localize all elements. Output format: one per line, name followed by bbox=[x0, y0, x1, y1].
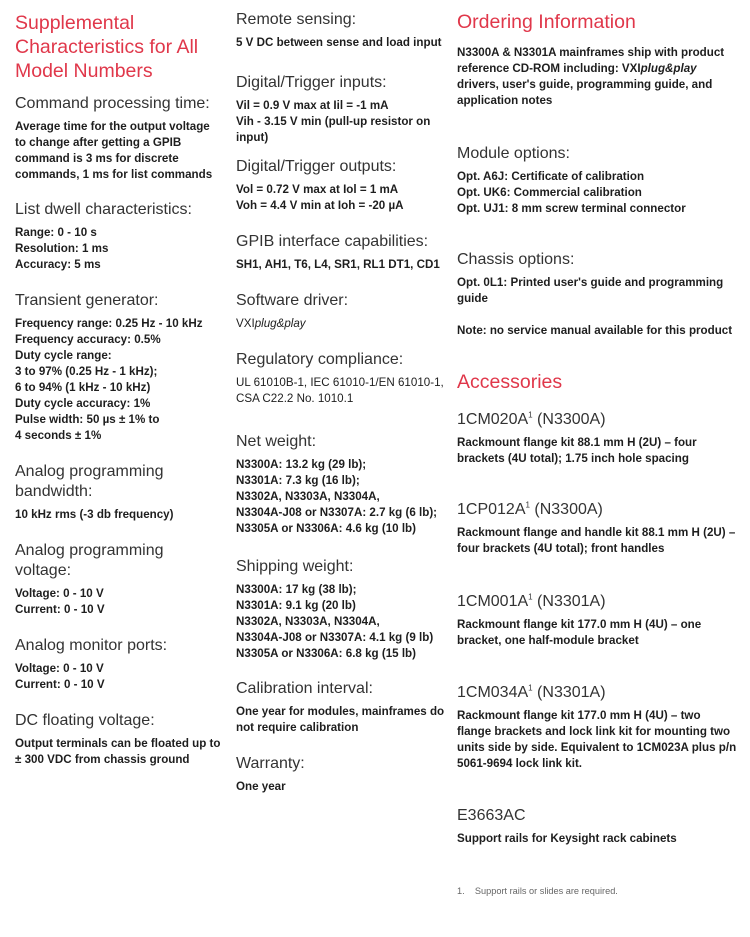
spec-body: Frequency range: 0.25 Hz - 10 kHz Frequency accuracy: 0.5% Duty cycle range: 3 to 97% (0.25 Hz - 1 kHz); 6 to 94% (1 kHz - 10 kHz) Duty cycle accuracy: 1% Pulse width: 50 µs ± 1% to 4 seconds ± 1% bbox=[15, 317, 203, 442]
spec-heading: Warranty: bbox=[236, 755, 305, 772]
spec-body: 5 V DC between sense and load input bbox=[236, 36, 442, 49]
spec-heading: Software driver: bbox=[236, 292, 349, 309]
accessory-description: Support rails for Keysight rack cabinets bbox=[457, 832, 677, 845]
chassis-options-heading: Chassis options: bbox=[457, 251, 575, 268]
module-options bbox=[457, 144, 737, 217]
accessories-title: Accessories bbox=[457, 371, 563, 393]
accessory-item bbox=[457, 806, 737, 847]
spec-body: Vil = 0.9 V max at Iil = -1 mA Vih - 3.15 V min (pull-up resistor on input) bbox=[236, 99, 431, 144]
ordering-intro-plugplay: plug&play bbox=[640, 62, 697, 75]
spec-heading: Digital/Trigger outputs: bbox=[236, 158, 397, 175]
spec-section bbox=[236, 291, 446, 332]
accessory-part-number: E3663AC bbox=[457, 807, 526, 824]
driver-prefix: VXI bbox=[236, 317, 255, 330]
spec-section bbox=[236, 73, 446, 146]
accessory-description: Rackmount flange and handle kit 88.1 mm H (2U) – four brackets (4U total); front handles bbox=[457, 526, 736, 555]
spec-body: Voltage: 0 - 10 V Current: 0 - 10 V bbox=[15, 587, 105, 616]
spec-section bbox=[15, 94, 223, 183]
spec-section bbox=[15, 462, 223, 523]
accessory-item bbox=[457, 410, 737, 467]
accessory-part-number: 1CM034A bbox=[457, 684, 529, 701]
spec-body: N3300A: 17 kg (38 lb); N3301A: 9.1 kg (20 lb) N3302A, N3303A, N3304A, N3304A-J08 or N3307A: 4.1 kg (9 lb) N3305A or N3306A: 6.8 kg (15 lb) bbox=[236, 583, 434, 660]
accessory-item bbox=[457, 500, 737, 557]
ordering-intro-pre: N3300A & N3301A mainframes ship with product reference CD-ROM including: VXI bbox=[457, 46, 725, 75]
spec-body: Range: 0 - 10 s Resolution: 1 ms Accuracy: 5 ms bbox=[15, 226, 109, 271]
chassis-options bbox=[457, 250, 737, 307]
spec-heading: Analog programming bandwidth: bbox=[15, 463, 164, 500]
ordering-intro-post: drivers, user's guide, programming guide, and application notes bbox=[457, 78, 713, 107]
accessory-item bbox=[457, 683, 737, 772]
accessory-description: Rackmount flange kit 177.0 mm H (4U) – one bracket, one half-module bracket bbox=[457, 618, 702, 647]
spec-body: Vol = 0.72 V max at Iol = 1 mA Voh = 4.4 V min at Ioh = -20 µA bbox=[236, 183, 404, 212]
spec-body: One year bbox=[236, 780, 286, 793]
spec-section bbox=[15, 200, 223, 273]
supplemental-title-block bbox=[15, 11, 223, 83]
footnote-marker: 1 bbox=[528, 592, 533, 602]
spec-body: Voltage: 0 - 10 V Current: 0 - 10 V bbox=[15, 662, 105, 691]
accessory-part-number: 1CM020A bbox=[457, 411, 529, 428]
spec-heading: GPIB interface capabilities: bbox=[236, 233, 429, 250]
spec-section bbox=[236, 754, 446, 795]
spec-section bbox=[236, 557, 446, 662]
footnote-text: 1. Support rails or slides are required. bbox=[457, 886, 618, 896]
accessory-part-number: 1CM001A bbox=[457, 593, 529, 610]
spec-section bbox=[15, 711, 223, 768]
accessory-part bbox=[457, 592, 737, 612]
spec-heading: Analog monitor ports: bbox=[15, 637, 168, 654]
spec-heading: List dwell characteristics: bbox=[15, 201, 192, 218]
spec-section bbox=[236, 432, 446, 537]
spec-heading: Digital/Trigger inputs: bbox=[236, 74, 387, 91]
spec-body: SH1, AH1, T6, L4, SR1, RL1 DT1, CD1 bbox=[236, 258, 440, 271]
module-options-body: Opt. A6J: Certificate of calibration Opt. UK6: Commercial calibration Opt. UJ1: 8 mm screw terminal connector bbox=[457, 170, 686, 215]
ordering-intro bbox=[457, 45, 737, 109]
spec-body: 10 kHz rms (-3 db frequency) bbox=[15, 508, 174, 521]
accessory-part bbox=[457, 500, 737, 520]
accessory-model: (N3300A) bbox=[529, 501, 603, 518]
service-note-text: Note: no service manual available for this product bbox=[457, 324, 733, 337]
spec-heading: Transient generator: bbox=[15, 292, 159, 309]
ordering-title: Ordering Information bbox=[457, 11, 636, 33]
footnote bbox=[457, 885, 737, 897]
spec-heading: Command processing time: bbox=[15, 95, 210, 112]
footnote-marker: 1 bbox=[525, 500, 530, 510]
spec-section bbox=[236, 232, 446, 273]
spec-heading: DC floating voltage: bbox=[15, 712, 155, 729]
accessory-part bbox=[457, 806, 737, 826]
ordering-intro-text bbox=[457, 45, 737, 109]
chassis-options-body: Opt. 0L1: Printed user's guide and programming guide bbox=[457, 276, 724, 305]
spec-body bbox=[236, 316, 446, 332]
spec-heading: Remote sensing: bbox=[236, 11, 357, 28]
spec-section bbox=[236, 350, 446, 407]
spec-heading: Regulatory compliance: bbox=[236, 351, 404, 368]
accessory-part bbox=[457, 683, 737, 703]
spec-heading: Calibration interval: bbox=[236, 680, 373, 697]
spec-section bbox=[236, 157, 446, 214]
accessory-part-number: 1CP012A bbox=[457, 501, 526, 518]
supplemental-title: Supplemental Characteristics for All Model Numbers bbox=[15, 12, 199, 82]
spec-body: Average time for the output voltage to change after getting a GPIB command is 3 ms for discrete commands, 1 ms for list commands bbox=[15, 120, 213, 181]
accessory-model: (N3301A) bbox=[532, 593, 606, 610]
accessory-item bbox=[457, 592, 737, 649]
spec-body: Output terminals can be floated up to ± 300 VDC from chassis ground bbox=[15, 737, 221, 766]
spec-section bbox=[15, 636, 223, 693]
accessory-part bbox=[457, 410, 737, 430]
accessory-description: Rackmount flange kit 88.1 mm H (2U) – four brackets (4U total); 1.75 inch hole spacing bbox=[457, 436, 697, 465]
spec-body: One year for modules, mainframes do not require calibration bbox=[236, 705, 445, 734]
spec-body: UL 61010B-1, IEC 61010-1/EN 61010-1, CSA C22.2 No. 1010.1 bbox=[236, 376, 444, 405]
spec-section bbox=[15, 541, 223, 618]
accessories-title-block bbox=[457, 370, 737, 394]
footnote-marker: 1 bbox=[528, 410, 533, 420]
ordering-title-block bbox=[457, 10, 737, 34]
spec-section bbox=[236, 679, 446, 736]
accessory-model: (N3301A) bbox=[532, 684, 606, 701]
footnote-marker: 1 bbox=[528, 683, 533, 693]
spec-heading: Analog programming voltage: bbox=[15, 542, 164, 579]
accessory-model: (N3300A) bbox=[532, 411, 606, 428]
spec-heading: Shipping weight: bbox=[236, 558, 354, 575]
accessory-description: Rackmount flange kit 177.0 mm H (4U) – two flange brackets and lock link kit for mounting two units side by side. Equivalent to 1CM023A plus p/n 5061-9694 lock link kit. bbox=[457, 709, 737, 770]
spec-heading: Net weight: bbox=[236, 433, 317, 450]
spec-body: N3300A: 13.2 kg (29 lb); N3301A: 7.3 kg (16 lb); N3302A, N3303A, N3304A, N3304A-J08 or N3307A: 2.7 kg (6 lb); N3305A or N3306A: 4.6 kg (10 lb) bbox=[236, 458, 438, 535]
spec-section bbox=[236, 10, 446, 51]
module-options-heading: Module options: bbox=[457, 145, 570, 162]
spec-section bbox=[15, 291, 223, 444]
service-note bbox=[457, 323, 737, 339]
driver-plugplay: plug&play bbox=[254, 317, 306, 330]
